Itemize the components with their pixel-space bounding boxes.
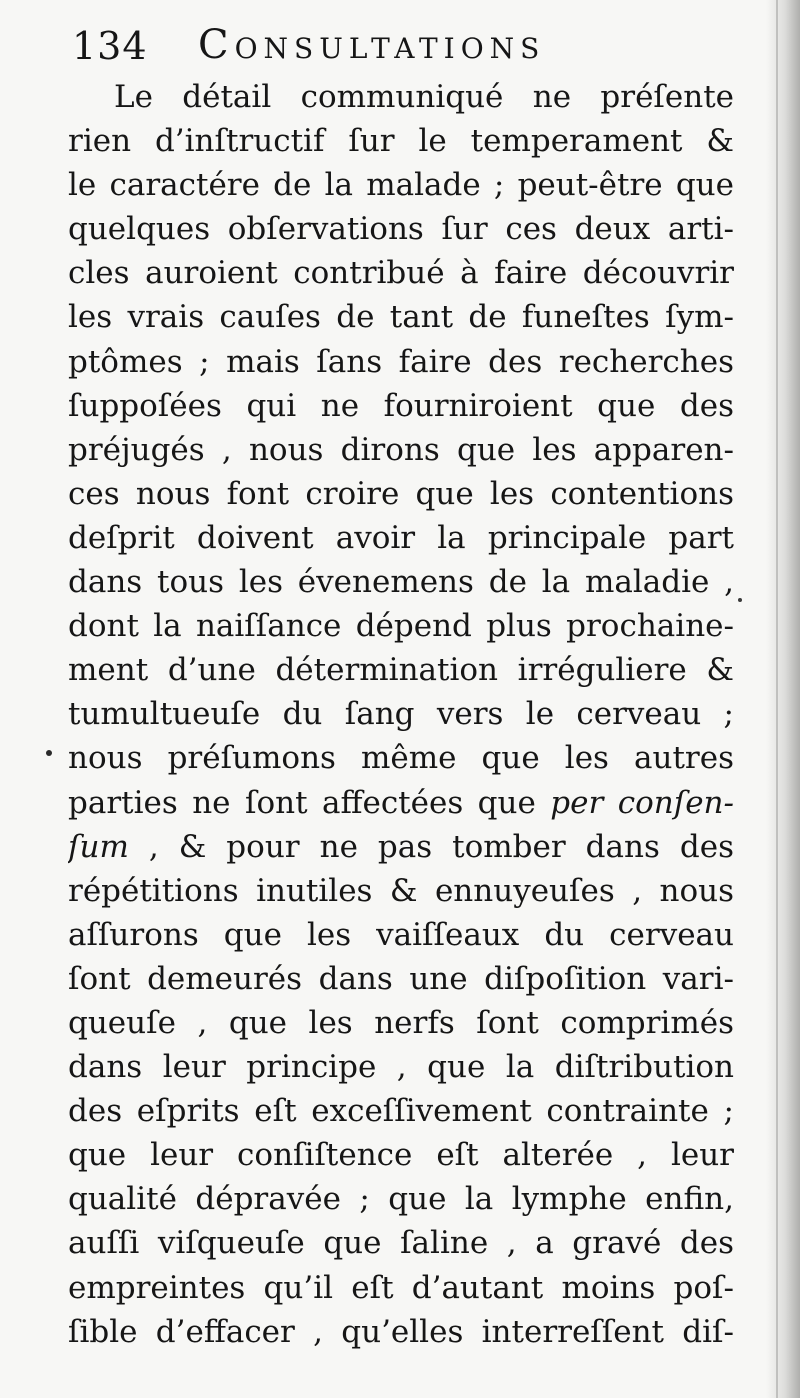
text-line: aſſurons que les vaiſſeaux du cerveau bbox=[68, 916, 734, 953]
text-line: queuſe , que les nerfs ſont comprimés bbox=[68, 1004, 734, 1041]
text-line: ces nous font croire que les contentions bbox=[68, 475, 734, 512]
text-line-rest: , & pour ne pas tomber dans des bbox=[128, 828, 734, 865]
text-line: cles auroient contribué à faire découvrir bbox=[68, 255, 734, 292]
text-line: dans leur principe , que la diſtribution bbox=[68, 1049, 734, 1086]
text-line: ſuppoſées qui ne fourniroient que des bbox=[68, 387, 734, 424]
text-line: deſprit doivent avoir la principale part bbox=[68, 519, 734, 556]
text-line: dont la naiſſance dépend plus prochaine- bbox=[68, 608, 734, 645]
text-line-italic-phrase bbox=[68, 781, 734, 825]
text-line: le caractére de la malade ; peut-être que bbox=[68, 167, 734, 204]
text-line: ment d’une détermination irréguliere & bbox=[68, 652, 734, 689]
text-line: Le détail communiqué ne préſente bbox=[114, 79, 734, 115]
page-header bbox=[72, 18, 762, 72]
text-line: empreintes qu’il eſt d’autant moins poſ- bbox=[68, 1269, 734, 1306]
text-line: ſont demeurés dans une diſpoſition vari- bbox=[68, 960, 734, 997]
latin-phrase-end: ſum bbox=[68, 828, 129, 865]
page-number: 134 bbox=[72, 24, 148, 68]
text-line: quelques obſervations ſur ces deux arti- bbox=[68, 211, 734, 248]
page-edge-line bbox=[776, 0, 778, 1398]
margin-ink-dot bbox=[46, 750, 52, 756]
text-line: nous préſumons même que les autres bbox=[68, 740, 734, 777]
text-line: dans tous les évenemens de la maladie , bbox=[68, 564, 734, 601]
text-line: répétitions inutiles & ennuyeuſes , nous bbox=[68, 872, 734, 909]
body-text bbox=[68, 75, 734, 1354]
text-line: auſſi viſqueuſe que ſaline , a gravé des bbox=[68, 1225, 734, 1262]
text-line-start: parties ne ſont affectées que bbox=[68, 784, 551, 821]
ink-speck bbox=[738, 598, 742, 602]
text-line: les vrais cauſes de tant de funeſtes ſym- bbox=[68, 299, 734, 336]
text-line: qualité dépravée ; que la lymphe enfin, bbox=[68, 1181, 734, 1218]
text-line: des eſprits eſt exceſſivement contrainte ; bbox=[68, 1093, 734, 1130]
text-line: que leur conſiſtence eſt alterée , leur bbox=[68, 1137, 734, 1174]
text-line: ſible d’effacer , qu’elles interreſſent diſ- bbox=[68, 1313, 734, 1350]
running-title: Consultations bbox=[198, 22, 546, 68]
text-line: tumultueuſe du ſang vers le cerveau ; bbox=[68, 696, 734, 733]
text-line-italic-phrase bbox=[68, 825, 734, 869]
text-line: ptômes ; mais ſans faire des recherches bbox=[68, 343, 734, 380]
text-line: rien d’inſtructif ſur le temperament & bbox=[68, 123, 734, 160]
text-line: préjugés , nous dirons que les apparen- bbox=[68, 431, 734, 468]
page-edge-shadow bbox=[766, 0, 800, 1398]
latin-phrase-start: per conſen- bbox=[550, 784, 734, 821]
